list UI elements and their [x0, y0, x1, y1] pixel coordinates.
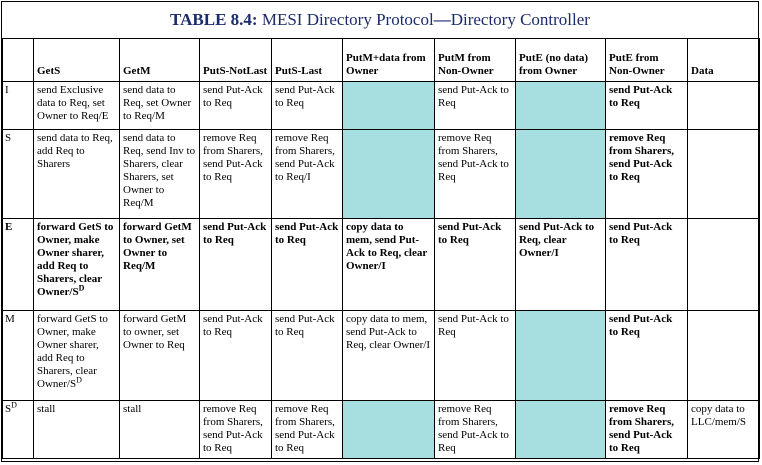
table-row-e	[3, 219, 760, 311]
table-cell: send Put-Ack to Req, clear Owner/I	[516, 219, 606, 311]
table-cell	[688, 82, 760, 130]
table-cell: remove Req from Sharers, send Put-Ack to Req/I	[272, 130, 343, 219]
superscript: D	[78, 283, 85, 293]
title-text-after: Directory Controller	[450, 10, 590, 29]
table-cell: remove Req from Sharers, send Put-Ack to Req	[200, 401, 272, 459]
table-frame	[1, 1, 759, 462]
table-cell	[688, 130, 760, 219]
state-label: S	[5, 403, 12, 415]
table-cell: forward GetM to Owner, set Owner to Req/M	[120, 219, 200, 311]
header-getm: GetM	[120, 39, 200, 82]
table-cell: send Put-Ack to Req	[435, 82, 516, 130]
table-cell: forward GetM to owner, set Owner to Req	[120, 311, 200, 401]
table-cell: send Put-Ack to Req	[200, 219, 272, 311]
shaded-cell	[516, 130, 606, 219]
table-cell: copy data to mem, send Put-Ack to Req, clear Owner/I	[343, 311, 435, 401]
cell-text: forward GetS to Owner, make Owner sharer, add Req to Sharers, clear Owner/S	[37, 221, 114, 298]
table-cell: remove Req from Sharers, send Put-Ack to Req	[200, 130, 272, 219]
table-cell	[34, 219, 120, 311]
table-row-i	[3, 82, 760, 130]
shaded-cell	[516, 82, 606, 130]
table-cell: send Put-Ack to Req	[272, 311, 343, 401]
table-cell: remove Req from Sharers, send Put-Ack to Req	[272, 401, 343, 459]
directory-controller-table	[2, 38, 760, 459]
table-row-m	[3, 311, 760, 401]
table-cell: send Put-Ack to Req	[606, 311, 688, 401]
state-cell: E	[3, 219, 34, 311]
header-data: Data	[688, 39, 760, 82]
shaded-cell	[343, 401, 435, 459]
table-row-s	[3, 130, 760, 219]
header-putm-data-from-owner: PutM+data from Owner	[343, 39, 435, 82]
state-cell: S	[3, 130, 34, 219]
table-cell: send data to Req, add Req to Sharers	[34, 130, 120, 219]
table-cell: send Put-Ack to Req	[435, 311, 516, 401]
shaded-cell	[516, 311, 606, 401]
state-cell: I	[3, 82, 34, 130]
table-cell	[688, 311, 760, 401]
table-cell: copy data to mem, send Put-Ack to Req, clear Owner/I	[343, 219, 435, 311]
table-cell: send Put-Ack to Req	[435, 219, 516, 311]
table-cell: send Put-Ack to Req	[200, 311, 272, 401]
table-cell: send Exclusive data to Req, set Owner to Req/E	[34, 82, 120, 130]
shaded-cell	[343, 82, 435, 130]
table-cell	[34, 311, 120, 401]
header-row	[3, 39, 760, 82]
header-pute-from-non-owner: PutE from Non-Owner	[606, 39, 688, 82]
superscript: D	[11, 400, 17, 410]
state-cell	[3, 401, 34, 459]
header-state	[3, 39, 34, 82]
table-number: TABLE 8.4:	[170, 10, 258, 29]
shaded-cell	[343, 130, 435, 219]
cell-text: forward GetS to Owner, make Owner sharer, add Req to Sharers, clear Owner/S	[37, 313, 108, 390]
title-separator: —	[433, 10, 451, 29]
table-cell: stall	[34, 401, 120, 459]
table-cell: stall	[120, 401, 200, 459]
table-cell: send data to Req, send Inv to Sharers, clear Sharers, set Owner to Req/M	[120, 130, 200, 219]
table-cell: remove Req from Sharers, send Put-Ack to Req	[606, 401, 688, 459]
table-cell: send Put-Ack to Req	[606, 82, 688, 130]
table-cell: send Put-Ack to Req	[200, 82, 272, 130]
table-cell: send data to Req, set Owner to Req/M	[120, 82, 200, 130]
title-text-before: MESI Directory Protocol	[261, 10, 434, 29]
superscript: D	[76, 375, 82, 385]
header-putm-from-non-owner: PutM from Non-Owner	[435, 39, 516, 82]
table-title	[2, 2, 758, 38]
state-cell: M	[3, 311, 34, 401]
table-cell: send Put-Ack to Req	[272, 82, 343, 130]
table-cell: send Put-Ack to Req	[606, 219, 688, 311]
shaded-cell	[516, 401, 606, 459]
table-cell: copy data to LLC/mem/S	[688, 401, 760, 459]
table-cell: remove Req from Sharers, send Put-Ack to Req	[606, 130, 688, 219]
header-pute-from-owner: PutE (no data) from Owner	[516, 39, 606, 82]
table-cell: remove Req from Sharers, send Put-Ack to Req	[435, 130, 516, 219]
table-cell: send Put-Ack to Req	[272, 219, 343, 311]
header-gets: GetS	[34, 39, 120, 82]
table-cell: remove Req from Sharers, send Put-Ack to Req	[435, 401, 516, 459]
table-row-sd	[3, 401, 760, 459]
header-puts-notlast: PutS-NotLast	[200, 39, 272, 82]
header-puts-last: PutS-Last	[272, 39, 343, 82]
table-cell	[688, 219, 760, 311]
